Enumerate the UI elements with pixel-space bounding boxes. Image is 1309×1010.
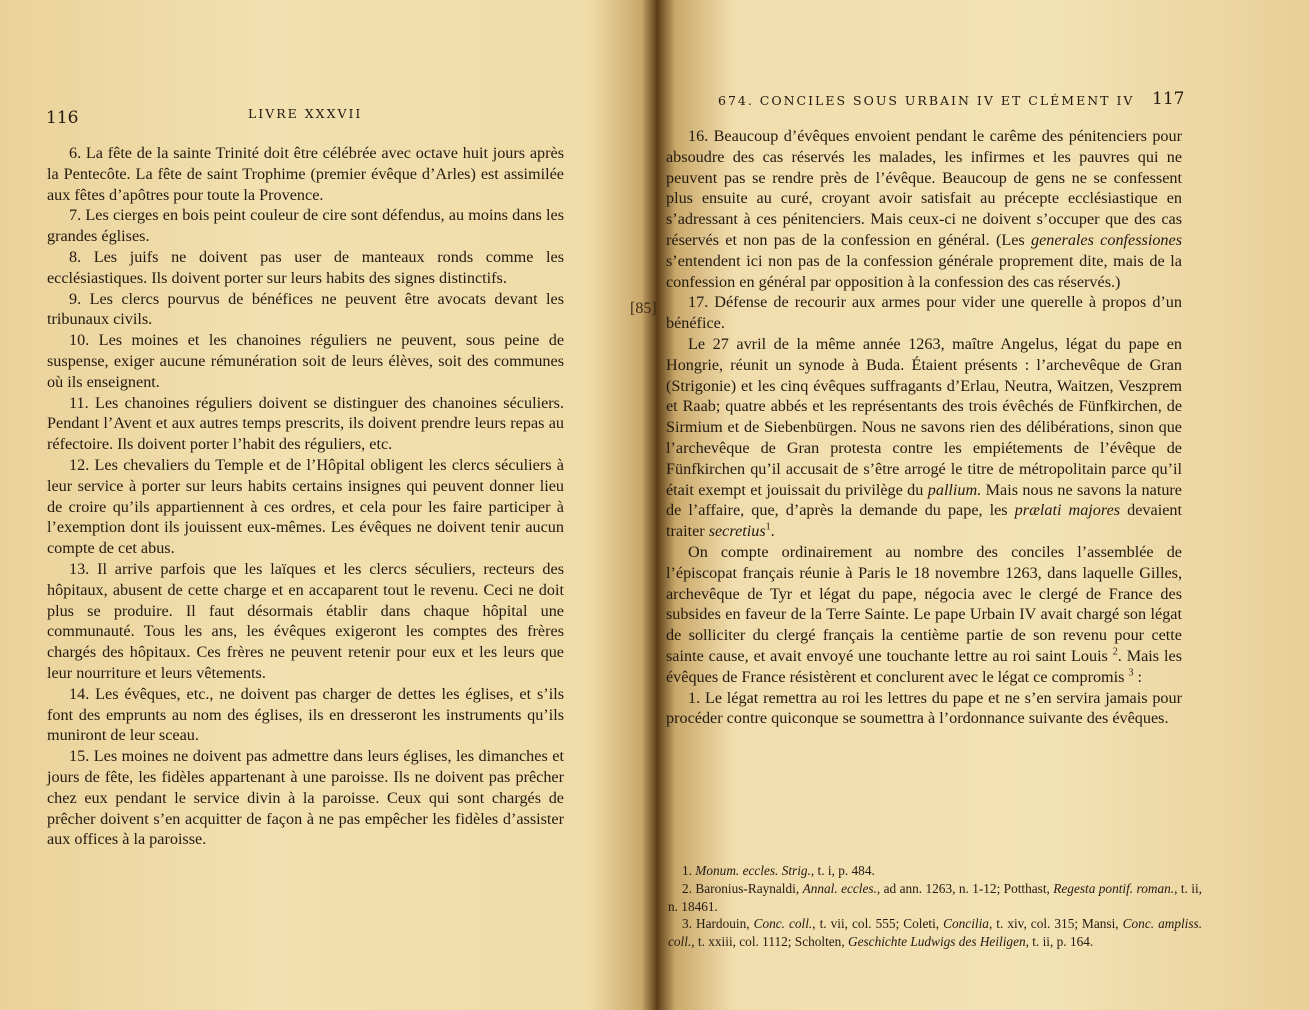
paragraph: 17. Défense de recourir aux armes pour vider une querelle à propos d’un bénéfice. bbox=[666, 293, 1182, 333]
paragraph: 13. Il arrive parfois que les laïques et les clercs séculiers, recteurs des hôpitaux, abusent de cette charge et en accaparent tout le revenu. Ceci ne doit plus se produire. Il faut désormais établir dans chaque hôpital une communauté. Tous les ans, les évêques exigeront les comptes des frères chargés des hôpitaux. Ces frères ne peuvent retenir pour eux et les leurs que leur nourriture et leurs vêtements. bbox=[47, 559, 564, 682]
paragraph: 15. Les moines ne doivent pas admettre dans leurs églises, les dimanches et jours de fête, les fidèles appartenant à une paroisse. Ils ne doivent pas prêcher chez eux pendant le service divin à la paroisse. Ceux qui sont chargés de prêcher doivent s’en acquitter de façon à ne pas empêcher les fidèles d’assister aux offices à la paroisse. bbox=[47, 747, 564, 849]
running-head: 674. CONCILES SOUS URBAIN IV ET CLÉMENT IV bbox=[718, 93, 1135, 108]
footnote: 2. Baronius-Raynaldi, Annal. eccles., ad ann. 1263, n. 1-12; Potthast, Regesta pontif. roman., t. ii, n. 18461. bbox=[668, 880, 1202, 914]
paragraph: 7. Les cierges en bois peint couleur de cire sont défendus, au moins dans les grandes églises. bbox=[47, 206, 564, 246]
footnote: 3. Hardouin, Conc. coll., t. vii, col. 555; Coleti, Concilia, t. xiv, col. 315; Mansi, Conc. ampliss. coll., t. xxiii, col. 1112; Scholten, Geschichte Ludwigs des Heiligen, t. ii, p. 164. bbox=[668, 916, 1203, 950]
paragraph: 8. Les juifs ne doivent pas user de manteaux ronds comme les ecclésiastiques. Ils doivent porter sur leurs habits des signes distinctifs. bbox=[47, 247, 564, 287]
paragraph: 16. Beaucoup d’évêques envoient pendant le carême des pénitenciers pour absoudre des cas réservés les malades, les infirmes et les pauvres qui ne peuvent pas se rendre près de l’évêque. Beaucoup de gens ne se confessent plus ensuite au curé, croyant avoir satisfait au précepte ecclésiastique en s’adressant à ces pénitenciers. Mais ceux-ci ne doivent s’occuper que des cas réservés et non pas de la confession en général. (Les generales confessiones s’entendent ici non pas de la confession générale proprement dite, mais de la confession en général par opposition à la confession des cas réservés.) bbox=[666, 127, 1182, 291]
paragraph: Le 27 avril de la même année 1263, maître Angelus, légat du pape en Hongrie, réunit un synode à Buda. Étaient présents : l’archevêque de Gran (Strigonie) et les cinq évêques suffragants d’Erlau, Neutra, Waitzen, Veszprem et Raab; quatre abbés et les représentants des trois évêchés de Fünfkirchen, de Sirmium et de Siebenbürgen. Nous ne savons rien des délibérations, sinon que l’archevêque de Gran protesta contre les empiétements de l’évêque de Fünfkirchen qu’il accusait de s’être arrogé le titre de métropolitain parce qu’il était exempt et jouissait du privilège du pallium. Mais nous ne savons la nature de l’affaire, que, d’après la demande du pape, les prælati majores devaient traiter secretius$^1$. bbox=[666, 334, 1182, 541]
marginal-reference: [85] bbox=[630, 300, 657, 317]
right-body-text bbox=[666, 126, 1182, 729]
footnote: 1. Monum. eccles. Strig., t. i, p. 484. bbox=[682, 863, 875, 878]
left-body-text bbox=[47, 143, 564, 850]
paragraph: 6. La fête de la sainte Trinité doit être célébrée avec octave huit jours après la Pentecôte. La fête de saint Trophime (premier évêque d’Arles) est assimilée aux fêtes d’apôtres pour toute la Provence. bbox=[47, 144, 564, 204]
right-page bbox=[608, 0, 1309, 1010]
paragraph: 1. Le légat remettra au roi les lettres du pape et ne s’en servira jamais pour procéder contre quiconque se soumettra à l’ordonnance suivante des évêques. bbox=[666, 688, 1182, 728]
paragraph: 10. Les moines et les chanoines réguliers ne peuvent, sous peine de suspense, exiger aucune rémunération soit de leurs élèves, soit des communes où ils enseignent. bbox=[47, 331, 564, 391]
paragraph: 14. Les évêques, etc., ne doivent pas charger de dettes les églises, et s’ils font des emprunts au nom des églises, ils en dresseront les instruments qu’ils muniront de leur sceau. bbox=[47, 684, 564, 745]
footnote-ref[interactable]: 3 bbox=[1128, 667, 1134, 679]
page-number: 117 bbox=[1152, 89, 1185, 109]
paragraph: On compte ordinairement au nombre des conciles l’assemblée de l’épiscopat français réunie à Paris le 18 novembre 1263, dans laquelle Gilles, archevêque de Tyr et légat du pape, négocia avec le clergé de France des subsides en faveur de la Terre Sainte. Le pape Urbain IV avait chargé son légat de solliciter du clergé français la centième partie de son revenu pour cette sainte cause, et avait envoyé une touchante lettre au roi saint Louis $^2$. Mais les évêques de France résistèrent et conclurent avec le légat ce compromis $^3$ : bbox=[666, 542, 1182, 686]
page-number: 116 bbox=[46, 108, 79, 128]
footnote-ref[interactable]: 2 bbox=[1112, 646, 1118, 658]
paragraph: 9. Les clercs pourvus de bénéfices ne peuvent être avocats devant les tribunaux civils. bbox=[47, 289, 564, 329]
paragraph: 11. Les chanoines réguliers doivent se distinguer des chanoines séculiers. Pendant l’Avent et aux autres temps prescrits, ils doivent prendre leurs repas au réfectoire. Ils doivent porter l’habit des réguliers, etc. bbox=[47, 393, 564, 454]
running-head: LIVRE XXXVII bbox=[248, 106, 363, 121]
footnotes bbox=[668, 862, 1202, 951]
footnote-ref[interactable]: 1 bbox=[765, 521, 771, 533]
paragraph: 12. Les chevaliers du Temple et de l’Hôpital obligent les clercs séculiers à leur service à porter sur leurs habits certains insignes qui peuvent donner lieu de croire qu’ils appartiennent à ces ordres, et cela pour les faire participer à l’exemption dont ils jouissent eux-mêmes. Les évêques ne doivent tenir aucun compte de cet abus. bbox=[47, 455, 564, 558]
left-page bbox=[0, 0, 600, 1010]
